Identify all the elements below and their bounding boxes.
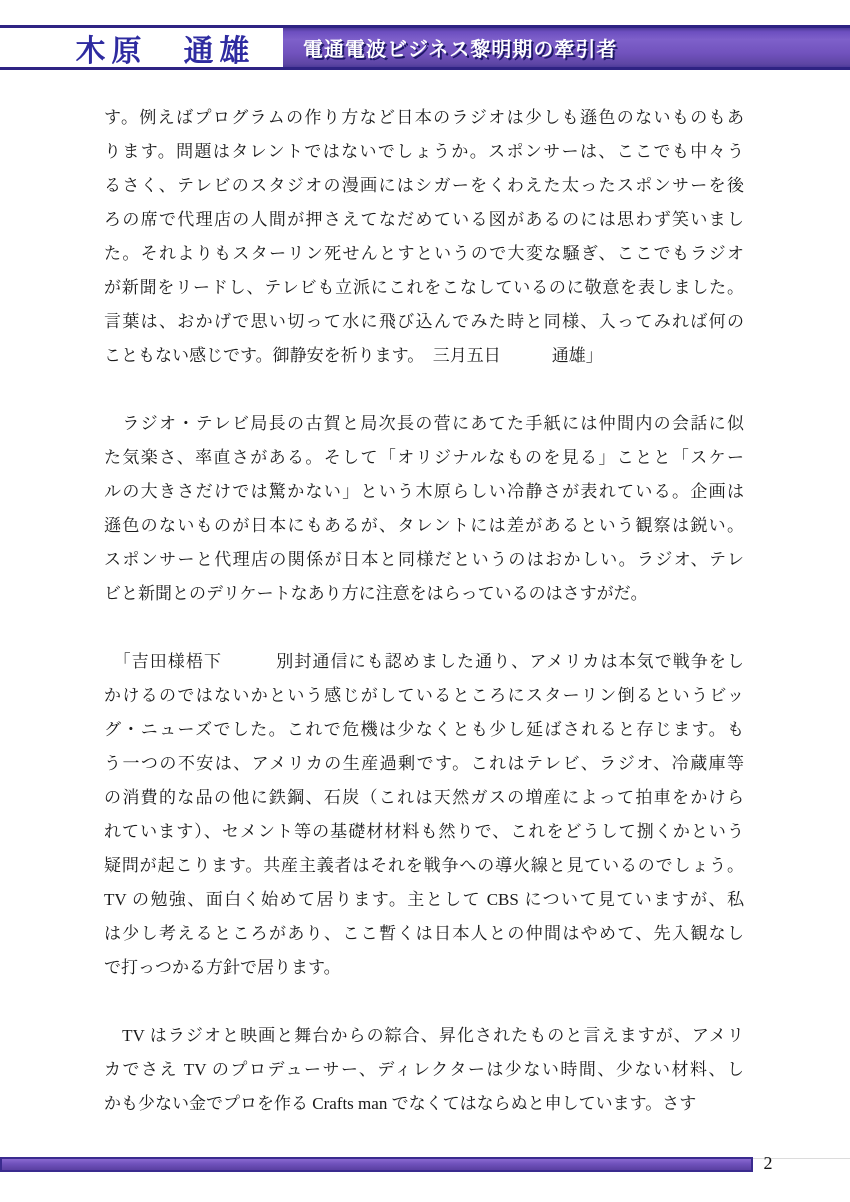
text-line: ラジオ・テレビ局長の古賀と局次長の菅にあてた手紙には仲間内の会話に似 bbox=[104, 414, 744, 433]
text-line: ルの大きさだけでは驚かない」という木原らしい冷静さが表れている。企画は bbox=[104, 482, 744, 501]
author-name-box bbox=[0, 28, 283, 67]
text-line: スポンサーと代理店の関係が日本と同様だというのはおかしい。ラジオ、テレ bbox=[104, 550, 744, 569]
text-line: が新聞をリードし、テレビも立派にこれをこなしているのに敬意を表しました。 bbox=[104, 278, 744, 297]
text-line: う一つの不安は、アメリカの生産過剰です。これはテレビ、ラジオ、冷蔵庫等 bbox=[104, 754, 744, 773]
author-name: 木原 通雄 bbox=[75, 34, 256, 68]
header-title: 電通電波ビジネス黎明期の牽引者 bbox=[303, 39, 618, 61]
text-line: た。それよりもスターリン死せんとすというので大変な騒ぎ、ここでもラジオ bbox=[104, 244, 744, 263]
text-line: 遜色のないものが日本にもあるが、タレントには差があるという観察は鋭い。 bbox=[104, 516, 744, 535]
text-line: るさく、テレビのスタジオの漫画にはシガーをくわえた太ったスポンサーを後 bbox=[104, 176, 744, 195]
text-line: かけるのではないかという感じがしているところにスターリン倒るというビッ bbox=[104, 686, 744, 705]
page-number: 2 bbox=[763, 1153, 773, 1173]
text-line: 疑問が起こります。共産主義者はそれを戦争への導火線と見ているのでしょう。 bbox=[104, 856, 744, 875]
document-body bbox=[104, 101, 744, 1121]
text-line: 「吉田様梧下 別封通信にも認めました通り、アメリカは本気で戦争をし bbox=[104, 652, 744, 671]
text-line: ビと新聞とのデリケートなあり方に注意をはらっているのはさすがだ。 bbox=[104, 584, 648, 603]
text-line: グ・ニューズでした。これで危機は少なくとも少し延ばされると存じます。も bbox=[104, 720, 744, 739]
paragraph bbox=[104, 101, 744, 373]
text-line: かも少ない金でプロを作る Crafts man でなくてはならぬと申しています。さす bbox=[104, 1094, 697, 1113]
text-line: れています）、セメント等の基礎材材料も然りで、これをどうして捌くかという bbox=[104, 822, 744, 841]
text-line: 言葉は、おかげで思い切って水に飛び込んでみた時と同様、入ってみれば何の bbox=[104, 312, 744, 331]
text-line: TV の勉強、面白く始めて居ります。主として CBS について見ていますが、私 bbox=[104, 890, 744, 909]
header-title-bar bbox=[283, 28, 850, 67]
header bbox=[0, 25, 850, 70]
footer-rule bbox=[0, 1157, 753, 1172]
text-line: は少し考えるところがあり、ここ暫くは日本人との仲間はやめて、先入観なし bbox=[104, 924, 744, 943]
text-line: で打っつかる方針で居ります。 bbox=[104, 958, 341, 977]
text-line: TV はラジオと映画と舞台からの綜合、昇化されたものと言えますが、アメリ bbox=[104, 1026, 744, 1045]
text-line: す。例えばプログラムの作り方など日本のラジオは少しも遜色のないものもあ bbox=[104, 108, 744, 127]
paragraph bbox=[104, 645, 744, 985]
paragraph bbox=[104, 1019, 744, 1121]
text-line: カでさえ TV のプロデューサー、ディレクターは少ない時間、少ない材料、し bbox=[104, 1060, 744, 1079]
text-line: た気楽さ、率直さがある。そして「オリジナルなものを見る」ことと「スケー bbox=[104, 448, 744, 467]
text-line: ろの席で代理店の人間が押さえてなだめている図があるのには思わず笑いまし bbox=[104, 210, 744, 229]
text-line: ります。問題はタレントではないでしょうか。スポンサーは、ここでも中々う bbox=[104, 142, 744, 161]
text-line: の消費的な品の他に鉄鋼、石炭（これは天然ガスの増産によって拍車をかけら bbox=[104, 788, 744, 807]
text-line: こともない感じです。御静安を祈ります。 三月五日 通雄」 bbox=[104, 346, 603, 365]
paragraph bbox=[104, 407, 744, 611]
